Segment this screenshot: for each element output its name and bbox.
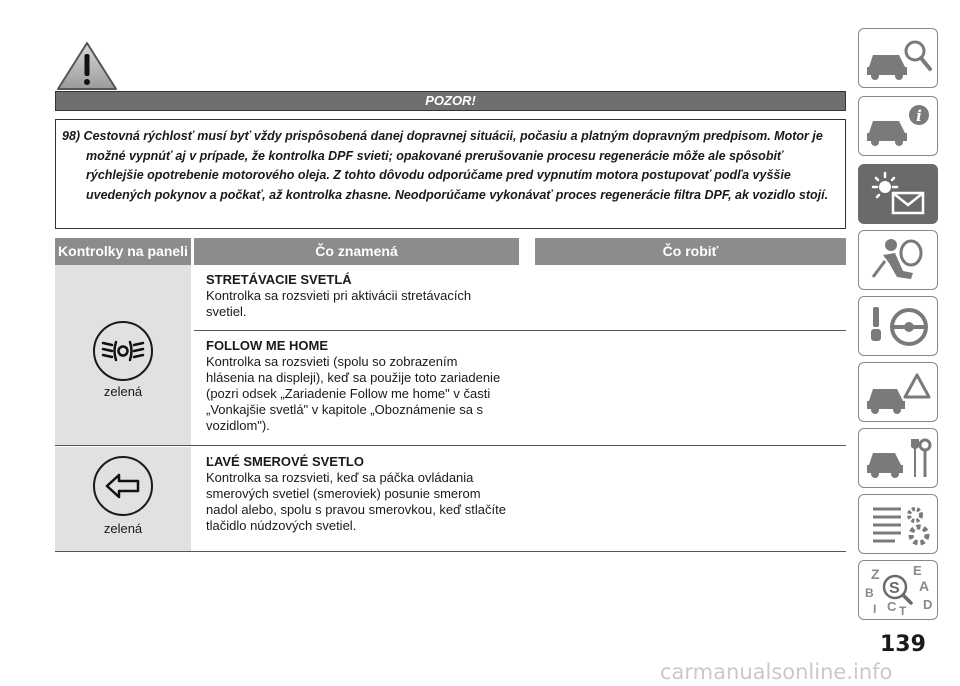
column-header-indicators: Kontrolky na paneli <box>55 238 191 265</box>
car-info-icon <box>859 97 937 155</box>
indicator-color-label: zelená <box>103 384 143 399</box>
index-letter: C <box>887 599 897 614</box>
table-row-indicator-cell <box>55 265 191 445</box>
table-row-indicator-cell <box>55 447 191 551</box>
steering-wheel-icon <box>859 297 937 355</box>
index-letter: Z <box>871 566 880 582</box>
index-letter: E <box>913 563 922 578</box>
tab-emergency[interactable] <box>858 362 938 422</box>
index-letter: D <box>923 597 933 612</box>
entry-body: Kontrolka sa rozsvieti, keď sa páčka ovládania smerových svetiel (smeroviek) posunie smerom nadol alebo, spolu s pravou smerovkou, keď stlačíte tlačidlo núdzových svetiel. <box>206 470 506 533</box>
tab-specifications[interactable] <box>858 494 938 554</box>
low-beam-headlight-icon <box>93 321 153 381</box>
column-header-meaning: Čo znamená <box>194 238 519 265</box>
specs-gear-icon <box>859 495 937 553</box>
car-wrench-icon <box>859 429 937 487</box>
list-item <box>206 338 506 434</box>
warning-heading: POZOR! <box>55 91 846 111</box>
tab-car-search[interactable] <box>858 28 938 88</box>
tab-index[interactable] <box>858 560 938 620</box>
tab-warning-lights[interactable] <box>858 164 938 224</box>
index-letter: T <box>899 604 907 618</box>
column-header-action: Čo robiť <box>535 238 846 265</box>
indicator-color-label: zelená <box>103 521 143 536</box>
row-divider <box>55 445 846 446</box>
tab-safety[interactable] <box>858 230 938 290</box>
svg-text:i: i <box>916 107 922 125</box>
tab-maintenance[interactable] <box>858 428 938 488</box>
index-letter: S <box>889 580 900 597</box>
index-letter: I <box>873 602 877 616</box>
tab-car-info[interactable] <box>858 96 938 156</box>
list-item <box>206 454 506 534</box>
row-divider <box>194 330 846 331</box>
index-letter: A <box>919 578 930 594</box>
row-divider <box>55 551 846 552</box>
index-letter: B <box>865 586 874 600</box>
left-turn-signal-icon <box>93 456 153 516</box>
warning-triangle-icon <box>55 40 119 92</box>
entry-title: STRETÁVACIE SVETLÁ <box>206 272 352 287</box>
car-emergency-icon <box>859 363 937 421</box>
page-number: 139 <box>880 632 926 657</box>
entry-body: Kontrolka sa rozsvieti (spolu so zobrazením hlásenia na displeji), keď sa použije toto zariadenie (pozri odsek „Zariadenie Follow me home" v časti „Vonkajšie svetlá" v kapitole „Oboznámenie sa s vozidlom"). <box>206 354 501 433</box>
entry-body: Kontrolka sa rozsvieti pri aktivácii stretávacích svetiel. <box>206 288 472 319</box>
alphabet-index-icon <box>859 561 937 619</box>
warning-text: 98) Cestovná rýchlosť musí byť vždy prispôsobená danej dopravnej situácii, počasiu a platným dopravným predpisom. Motor je možné vypnúť aj v prípade, že kontrolka DPF svieti; opakované prerušovanie procesu regenerácie môže ale spôsobiť rýchlejšie opotrebenie motorového oleja. Z tohto dôvodu odporúčame pred vypnutím motora postupovať podľa vyššie uvedených pokynov a počkať, až kontrolka zhasne. Neodporúčame vykonávať proces regenerácie filtra DPF, ak vozidlo stojí. <box>62 129 829 202</box>
airbag-person-icon <box>859 231 937 289</box>
car-search-icon <box>859 29 937 87</box>
entry-title: ĽAVÉ SMEROVÉ SVETLO <box>206 454 364 469</box>
tab-driving[interactable] <box>858 296 938 356</box>
watermark: carmanualsonline.info <box>660 660 893 684</box>
warning-light-message-icon <box>859 165 937 223</box>
entry-title: FOLLOW ME HOME <box>206 338 329 353</box>
list-item <box>206 272 506 320</box>
